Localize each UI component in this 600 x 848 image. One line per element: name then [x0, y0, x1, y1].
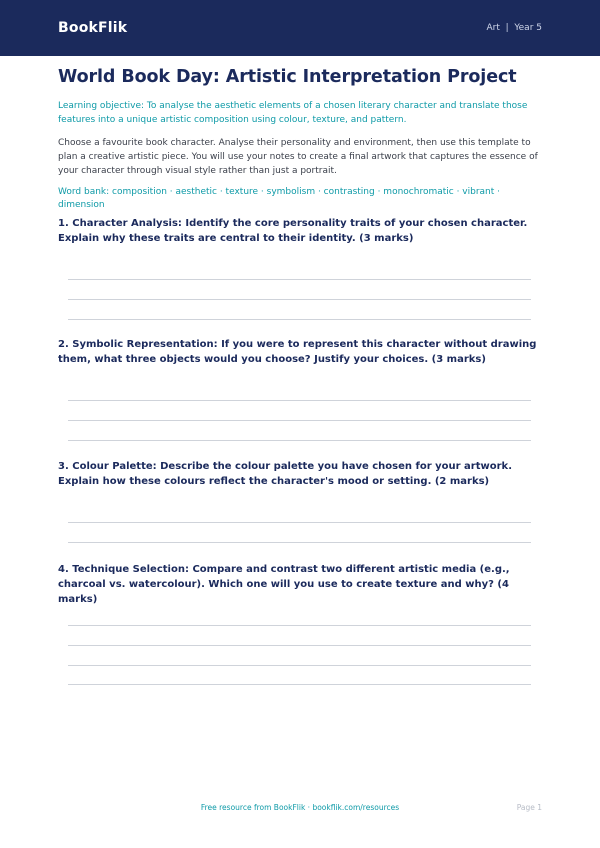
- page-number: Page 1: [516, 803, 542, 812]
- header-bar: [0, 0, 600, 56]
- answer-line[interactable]: [68, 440, 531, 441]
- answer-line[interactable]: [68, 684, 531, 685]
- footer: [0, 803, 600, 815]
- instructions: Choose a favourite book character. Analyse their personality and environment, then use this template to plan a creative artistic piece. You will use your notes to create a final artwork that captures the essence of your character through visual style rather than just a portrait.: [58, 138, 538, 176]
- learning-objective: Learning objective: To analyse the aesthetic elements of a chosen literary character and translate those features into a unique artistic composition using colour, texture, and pattern.: [58, 101, 528, 125]
- answer-line[interactable]: [68, 665, 531, 666]
- question-1: 1. Character Analysis: Identify the core personality traits of your chosen character. Explain why these traits are central to their identity. (3 marks): [58, 218, 528, 244]
- answer-line[interactable]: [68, 400, 531, 401]
- question-4: 4. Technique Selection: Compare and contrast two different artistic media (e.g., charcoal vs. watercolour). Which one will you use to create texture and why? (4 marks): [58, 564, 510, 605]
- answer-line[interactable]: [68, 542, 531, 543]
- answer-line[interactable]: [68, 522, 531, 523]
- footer-resource-link[interactable]: Free resource from BookFlik · bookflik.com/resources: [200, 803, 400, 812]
- answer-line[interactable]: [68, 319, 531, 320]
- answer-line[interactable]: [68, 279, 531, 280]
- answer-line[interactable]: [68, 299, 531, 300]
- answer-line[interactable]: [68, 420, 531, 421]
- question-3: 3. Colour Palette: Describe the colour palette you have chosen for your artwork. Explain how these colours reflect the character's mood or setting. (2 marks): [58, 461, 512, 487]
- answer-line[interactable]: [68, 645, 531, 646]
- subject-year-label: Art | Year 5: [486, 23, 542, 33]
- answer-line[interactable]: [68, 625, 531, 626]
- word-bank: Word bank: composition · aesthetic · texture · symbolism · contrasting · monochromatic · vibrant · dimension: [58, 187, 501, 210]
- question-2: 2. Symbolic Representation: If you were to represent this character without drawing them, what three objects would you choose? Justify your choices. (3 marks): [58, 339, 537, 365]
- brand-logo: BookFlik: [58, 20, 128, 36]
- page-title: World Book Day: Artistic Interpretation Project: [58, 67, 517, 87]
- intro-section: [58, 66, 538, 212]
